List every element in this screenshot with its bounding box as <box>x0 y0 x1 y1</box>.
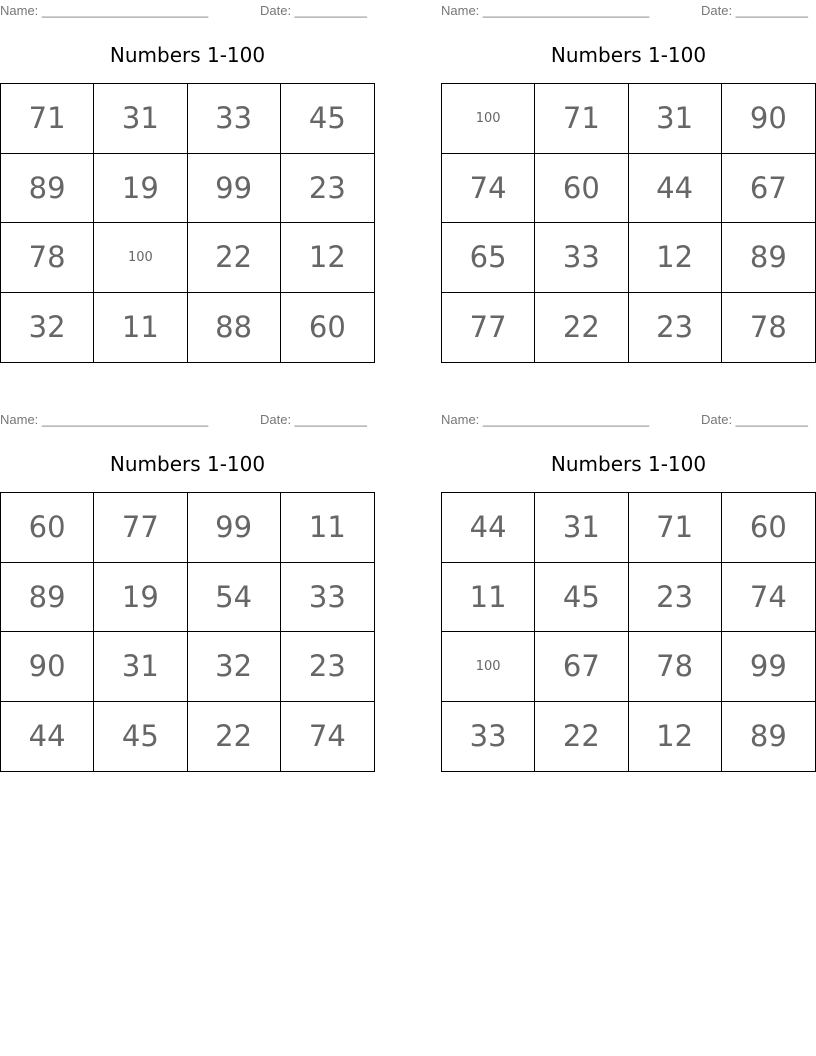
grid-cell: 60 <box>722 493 815 563</box>
grid-cell: 88 <box>188 293 281 363</box>
grid-cell: 31 <box>629 84 722 154</box>
grid-cell: 11 <box>281 493 374 563</box>
grid-cell: 33 <box>535 223 628 293</box>
grid-cell: 33 <box>281 563 374 633</box>
name-field[interactable]: Name: _______________________ <box>0 412 209 427</box>
grid-cell: 100 <box>442 632 535 702</box>
name-field[interactable]: Name: _______________________ <box>441 3 650 18</box>
grid-cell: 33 <box>442 702 535 772</box>
grid-cell: 31 <box>94 84 187 154</box>
number-grid <box>441 492 816 772</box>
grid-cell: 44 <box>1 702 94 772</box>
worksheet-title: Numbers 1-100 <box>550 43 707 67</box>
worksheet-2 <box>441 0 816 345</box>
grid-cell: 22 <box>188 223 281 293</box>
grid-cell: 89 <box>749 719 787 754</box>
date-field[interactable]: Date: __________ <box>701 412 808 427</box>
grid-cell: 23 <box>281 632 374 702</box>
grid-cell: 32 <box>1 293 94 363</box>
grid-cell: 19 <box>94 563 187 633</box>
grid-cell: 12 <box>629 702 722 772</box>
grid-cell: 65 <box>442 223 535 293</box>
grid-cell: 23 <box>629 293 722 363</box>
grid-cell: 74 <box>308 719 346 754</box>
grid-cell: 11 <box>442 563 535 633</box>
grid-cell: 45 <box>94 702 187 772</box>
grid-cell: 74 <box>442 154 535 224</box>
grid-cell: 67 <box>535 632 628 702</box>
grid-cell: 89 <box>1 563 94 633</box>
worksheet-title: Numbers 1-100 <box>109 43 266 67</box>
grid-cell: 44 <box>629 154 722 224</box>
grid-cell: 45 <box>281 84 374 154</box>
grid-cell: 22 <box>535 702 628 772</box>
name-field[interactable]: Name: _______________________ <box>441 412 650 427</box>
grid-cell: 78 <box>1 223 94 293</box>
grid-cell: 100 <box>94 223 187 293</box>
worksheet-header <box>441 0 816 20</box>
grid-cell: 31 <box>94 632 187 702</box>
worksheet-title: Numbers 1-100 <box>109 452 266 476</box>
grid-cell: 22 <box>188 702 281 772</box>
worksheet-header <box>0 409 375 429</box>
grid-cell: 90 <box>1 632 94 702</box>
grid-cell: 90 <box>722 84 815 154</box>
worksheet-header <box>0 0 375 20</box>
grid-cell: 100 <box>442 84 535 154</box>
grid-cell: 44 <box>442 493 535 563</box>
grid-cell: 60 <box>1 493 94 563</box>
grid-cell: 71 <box>1 84 94 154</box>
grid-cell: 32 <box>188 632 281 702</box>
grid-cell: 71 <box>535 84 628 154</box>
grid-cell: 99 <box>722 632 815 702</box>
grid-cell: 45 <box>535 563 628 633</box>
date-field[interactable]: Date: __________ <box>260 412 367 427</box>
number-grid <box>0 83 375 363</box>
grid-cell: 22 <box>535 293 628 363</box>
grid-cell: 78 <box>749 310 787 345</box>
grid-cell: 60 <box>535 154 628 224</box>
grid-cell: 12 <box>629 223 722 293</box>
date-field[interactable]: Date: __________ <box>701 3 808 18</box>
grid-cell: 19 <box>94 154 187 224</box>
grid-cell: 54 <box>188 563 281 633</box>
worksheet-header <box>441 409 816 429</box>
date-field[interactable]: Date: __________ <box>260 3 367 18</box>
grid-cell: 33 <box>188 84 281 154</box>
grid-cell: 12 <box>281 223 374 293</box>
grid-cell: 77 <box>94 493 187 563</box>
grid-cell: 71 <box>629 493 722 563</box>
name-field[interactable]: Name: _______________________ <box>0 3 209 18</box>
grid-cell: 11 <box>94 293 187 363</box>
grid-cell: 78 <box>629 632 722 702</box>
grid-cell: 99 <box>188 493 281 563</box>
grid-cell: 67 <box>722 154 815 224</box>
grid-cell: 60 <box>308 310 346 345</box>
grid-cell: 74 <box>722 563 815 633</box>
grid-cell: 23 <box>629 563 722 633</box>
grid-cell: 77 <box>442 293 535 363</box>
worksheet-4 <box>441 409 816 754</box>
worksheet-3 <box>0 409 375 754</box>
worksheet-1 <box>0 0 375 345</box>
worksheet-title: Numbers 1-100 <box>550 452 707 476</box>
grid-cell: 89 <box>1 154 94 224</box>
grid-cell: 89 <box>722 223 815 293</box>
number-grid <box>0 492 375 772</box>
grid-cell: 31 <box>535 493 628 563</box>
number-grid <box>441 83 816 363</box>
grid-cell: 23 <box>281 154 374 224</box>
grid-cell: 99 <box>188 154 281 224</box>
